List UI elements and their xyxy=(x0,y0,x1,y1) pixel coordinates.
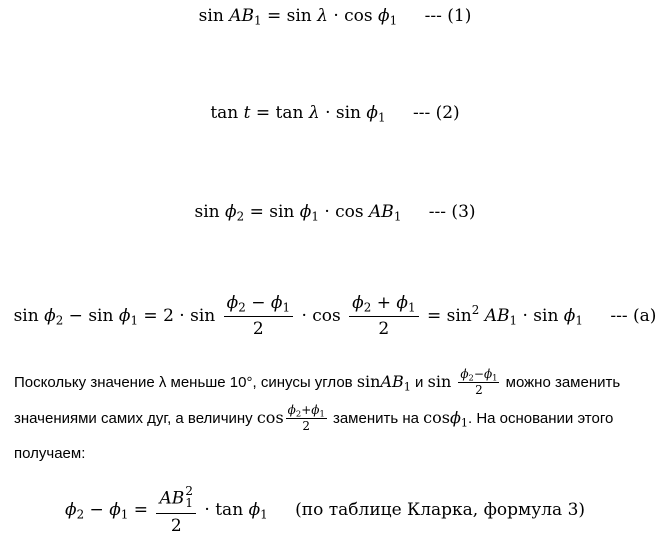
inline-fraction-difference xyxy=(458,368,499,396)
paragraph-line-3 xyxy=(14,436,664,471)
eq2-sin: · sin xyxy=(325,103,361,123)
paragraph-text-3: можно заменить xyxy=(501,374,621,391)
equation-a xyxy=(0,295,670,338)
inline-math-sin-ab xyxy=(356,372,411,394)
paragraph-text-2: и xyxy=(410,374,428,391)
inline-frac1-minus: − xyxy=(473,367,484,382)
equation-1 xyxy=(0,6,670,28)
final-denominator: 2 xyxy=(170,516,182,537)
eqa-ab-sub: 1 xyxy=(509,313,518,328)
final-ab-sup: 2 xyxy=(185,484,194,498)
eq2-tag: --- (2) xyxy=(412,103,460,123)
eqa-frac2-phi2: ϕ xyxy=(352,293,364,313)
eqa-fraction-difference xyxy=(224,295,293,338)
eqa-phi2: ϕ xyxy=(44,306,56,326)
final-phi: ϕ xyxy=(248,500,261,521)
eq1-rhs-sin: = sin xyxy=(266,6,312,26)
eq3-phi2-sub: 2 xyxy=(236,209,245,224)
eq1-ab-sub: 1 xyxy=(253,13,262,28)
eq3-ab-sub: 1 xyxy=(393,209,402,224)
eq3-cos: · cos xyxy=(324,202,364,222)
eqa-frac1-phi1: ϕ xyxy=(270,293,283,313)
explanation-paragraph xyxy=(14,364,664,471)
eqa-phi1-sub: 1 xyxy=(130,313,139,328)
final-numerator xyxy=(156,486,196,514)
eqa-tag: --- (a) xyxy=(610,306,657,326)
eqa-frac2-plus: + xyxy=(376,293,391,313)
inline-ab: AB xyxy=(380,372,404,391)
equation-2 xyxy=(0,103,670,125)
eqa-frac1-denominator: 2 xyxy=(252,319,264,339)
inline-frac2-phi1-sub: 1 xyxy=(319,408,325,419)
final-equals: = xyxy=(133,500,149,521)
inline-frac1-phi2-sub: 2 xyxy=(468,372,474,383)
eq2-lambda: λ xyxy=(308,103,320,123)
paragraph-line-1 xyxy=(14,364,664,400)
inline-frac1-phi1: ϕ xyxy=(483,367,493,382)
eq2-phi: ϕ xyxy=(366,103,378,123)
final-ab: AB xyxy=(159,488,185,509)
inline-math-sin-frac xyxy=(427,367,502,397)
final-note: (по таблице Кларка, формула 3) xyxy=(295,500,586,521)
inline-math-cos-phi xyxy=(423,408,468,430)
eqa-frac1-phi2: ϕ xyxy=(226,293,239,313)
eqa-phi-end: ϕ xyxy=(563,306,576,326)
eq3-tag: --- (3) xyxy=(428,202,476,222)
eqa-ab: AB xyxy=(484,306,510,326)
inline-phi-sub: 1 xyxy=(460,416,468,430)
eqa-two-sin: = 2 · sin xyxy=(143,306,216,326)
eq2-phi-sub: 1 xyxy=(377,110,386,125)
inline-phi: ϕ xyxy=(449,408,461,427)
paragraph-text-5: заменить на xyxy=(328,410,424,427)
eqa-frac2-phi2-sub: 2 xyxy=(363,300,372,315)
inline-fraction-sum xyxy=(286,404,327,432)
eqa-phi-end-sub: 1 xyxy=(575,313,583,328)
final-ab-sub: 1 xyxy=(185,495,194,510)
inline-frac2-denominator: 2 xyxy=(302,419,311,433)
eq1-lambda: λ xyxy=(317,6,328,26)
paragraph-text-4: значениями самих дуг, а величину xyxy=(14,410,257,427)
inline-frac2-phi2-sub: 2 xyxy=(295,408,302,419)
eq3-rhs-sin: = sin xyxy=(249,202,295,222)
eq1-sin: sin xyxy=(198,6,224,26)
inline-cos: cos xyxy=(256,408,284,427)
final-phi-sub: 1 xyxy=(260,507,268,522)
inline-frac1-denominator: 2 xyxy=(475,383,483,397)
eqa-cos: · cos xyxy=(301,306,341,326)
inline-frac2-numerator xyxy=(286,404,327,419)
eqa-frac2-phi1: ϕ xyxy=(396,293,408,313)
final-phi1: ϕ xyxy=(109,500,121,521)
eq3-phi2: ϕ xyxy=(225,202,237,222)
final-phi2-sub: 2 xyxy=(76,507,85,522)
eqa-frac2-phi1-sub: 1 xyxy=(407,300,416,315)
eq3-phi1-sub: 1 xyxy=(311,209,319,224)
eqa-frac1-phi2-sub: 2 xyxy=(238,300,246,315)
eq3-sin: sin xyxy=(194,202,220,222)
eqa-sin-squared: = sin xyxy=(426,306,472,326)
eqa-frac1-phi1-sub: 1 xyxy=(282,300,291,315)
eq1-tag: --- (1) xyxy=(424,6,472,26)
final-phi2: ϕ xyxy=(64,500,77,521)
inline-frac1-phi1-sub: 1 xyxy=(492,372,498,383)
inline-frac2-plus: + xyxy=(301,403,312,418)
inline-ab-sub: 1 xyxy=(403,380,411,394)
eq1-phi: ϕ xyxy=(378,6,390,26)
final-ab-scripts xyxy=(185,486,193,509)
eqa-fraction-sum xyxy=(349,295,418,338)
paragraph-text-1: Поскольку значение λ меньше 10°, синусы углов xyxy=(14,374,357,391)
eq2-tan: tan xyxy=(210,103,239,123)
paragraph-text-6: . На основании этого xyxy=(467,410,614,427)
inline-sin-2: sin xyxy=(427,372,452,391)
final-minus: − xyxy=(89,500,104,521)
eqa-frac1-minus: − xyxy=(251,293,266,313)
paragraph-text-7: получаем: xyxy=(14,445,86,462)
final-tan: · tan xyxy=(204,500,244,521)
eqa-frac1-numerator xyxy=(224,295,293,317)
inline-frac1-numerator xyxy=(458,368,499,383)
inline-frac1-phi2: ϕ xyxy=(460,367,469,382)
eq1-ab: AB xyxy=(229,6,254,26)
eqa-square: 2 xyxy=(471,302,480,317)
eqa-minus-sin: − sin xyxy=(68,306,114,326)
eq2-t: t xyxy=(243,103,251,123)
inline-sin: sin xyxy=(356,372,381,391)
eq3-phi1: ϕ xyxy=(299,202,312,222)
eq1-cos: · cos xyxy=(333,6,373,26)
eqa-frac2-numerator xyxy=(349,295,418,317)
eqa-sin: sin xyxy=(13,306,39,326)
inline-frac2-phi1: ϕ xyxy=(311,403,320,418)
final-fraction xyxy=(156,486,196,535)
eqa-phi1: ϕ xyxy=(118,306,131,326)
inline-cos-2: cos xyxy=(423,408,450,427)
eqa-phi2-sub: 2 xyxy=(55,313,64,328)
paragraph-line-2 xyxy=(14,400,664,436)
eq2-rhs-tan: = tan xyxy=(255,103,304,123)
equation-3 xyxy=(0,202,670,224)
eq1-phi-sub: 1 xyxy=(389,13,398,28)
eqa-frac2-denominator: 2 xyxy=(378,319,390,339)
inline-frac2-phi2: ϕ xyxy=(287,403,296,418)
eq3-ab: AB xyxy=(369,202,394,222)
final-phi1-sub: 1 xyxy=(120,507,129,522)
inline-math-cos-frac xyxy=(256,403,329,433)
final-equation xyxy=(0,486,660,535)
eqa-dot-sin: · sin xyxy=(522,306,559,326)
